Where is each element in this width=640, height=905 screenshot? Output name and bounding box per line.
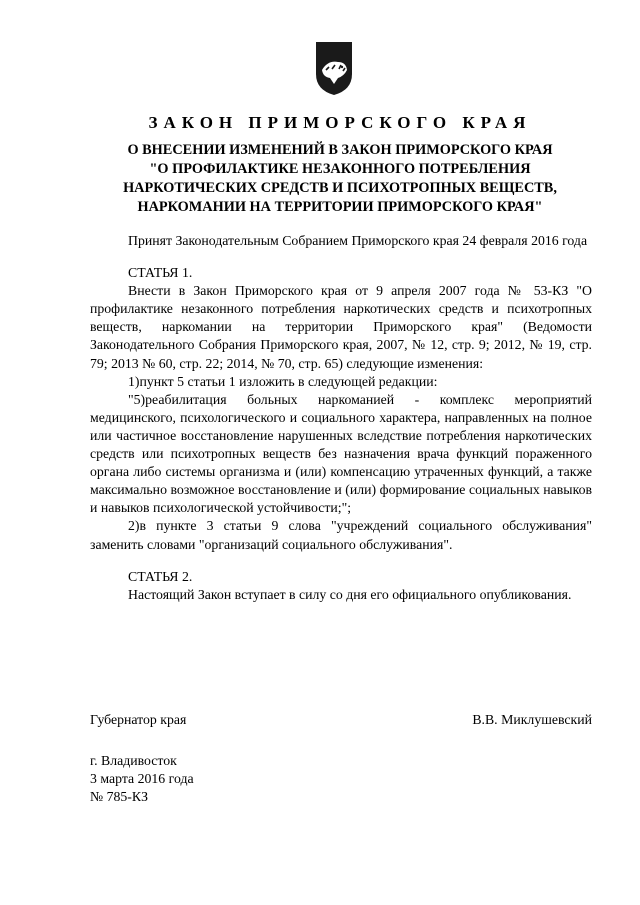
article-2-heading: СТАТЬЯ 2. xyxy=(128,568,193,584)
issue-details xyxy=(90,752,194,806)
issue-date: 3 марта 2016 года xyxy=(90,771,194,786)
article-1-intro: Внести в Закон Приморского края от 9 апреля 2007 года № 53-КЗ "О профилактике незаконного потребления наркотических средств и психотропных веществ, наркомании на территории Приморского края" (Ведомости Законодательного Собрания Приморского края, 2007, № 12, стр. 9; 2012, № 19, стр. 79; 2013 № 60, стр. 22; 2014, № 70, стр. 65) следующие изменения: xyxy=(90,283,592,371)
adoption-statement: Принят Законодательным Собранием Приморского края 24 февраля 2016 года xyxy=(128,233,588,248)
coat-of-arms-emblem xyxy=(314,40,354,96)
article-1-heading: СТАТЬЯ 1. xyxy=(128,265,193,281)
article-1-item-1-text: "5)реабилитация больных наркоманией - комплекс мероприятий медицинского, психологического и социального характера, направленных на полное или частичное восстановление нарушенных вследствие потребления наркотических средств или психотропных веществ без назначения врача функций пораженного органа либо системы организма и (или) компенсацию утраченных функций, а также максимально возможное восстановление и (или) формирование социальных навыков и навыков психологической устойчивости;"; xyxy=(90,391,592,516)
law-body xyxy=(90,232,592,604)
article-1-item-1: 1)пункт 5 статьи 1 изложить в следующей редакции: xyxy=(128,373,438,389)
article-1-item-2: 2)в пункте 3 статьи 9 слова "учреждений социального обслуживания" заменить словами "организаций социального обслуживания". xyxy=(90,518,592,552)
signatory-position: Губернатор края xyxy=(90,712,187,727)
subtitle-line: "О ПРОФИЛАКТИКЕ НЕЗАКОННОГО ПОТРЕБЛЕНИЯ xyxy=(149,161,531,177)
article-2-text: Настоящий Закон вступает в силу со дня его официального опубликования. xyxy=(128,586,572,602)
law-title: ЗАКОН ПРИМОРСКОГО КРАЯ xyxy=(148,113,532,132)
subtitle-line: НАРКОМАНИИ НА ТЕРРИТОРИИ ПРИМОРСКОГО КРАЯ" xyxy=(137,199,543,215)
law-subtitle xyxy=(90,141,590,217)
issue-city: г. Владивосток xyxy=(90,753,177,768)
subtitle-line: НАРКОТИЧЕСКИХ СРЕДСТВ И ПСИХОТРОПНЫХ ВЕЩЕСТВ, xyxy=(123,180,557,196)
law-number: № 785-КЗ xyxy=(90,789,149,804)
signatory-name: В.В. Миклушевский xyxy=(472,712,592,727)
subtitle-line: О ВНЕСЕНИИ ИЗМЕНЕНИЙ В ЗАКОН ПРИМОРСКОГО КРАЯ xyxy=(127,142,553,158)
